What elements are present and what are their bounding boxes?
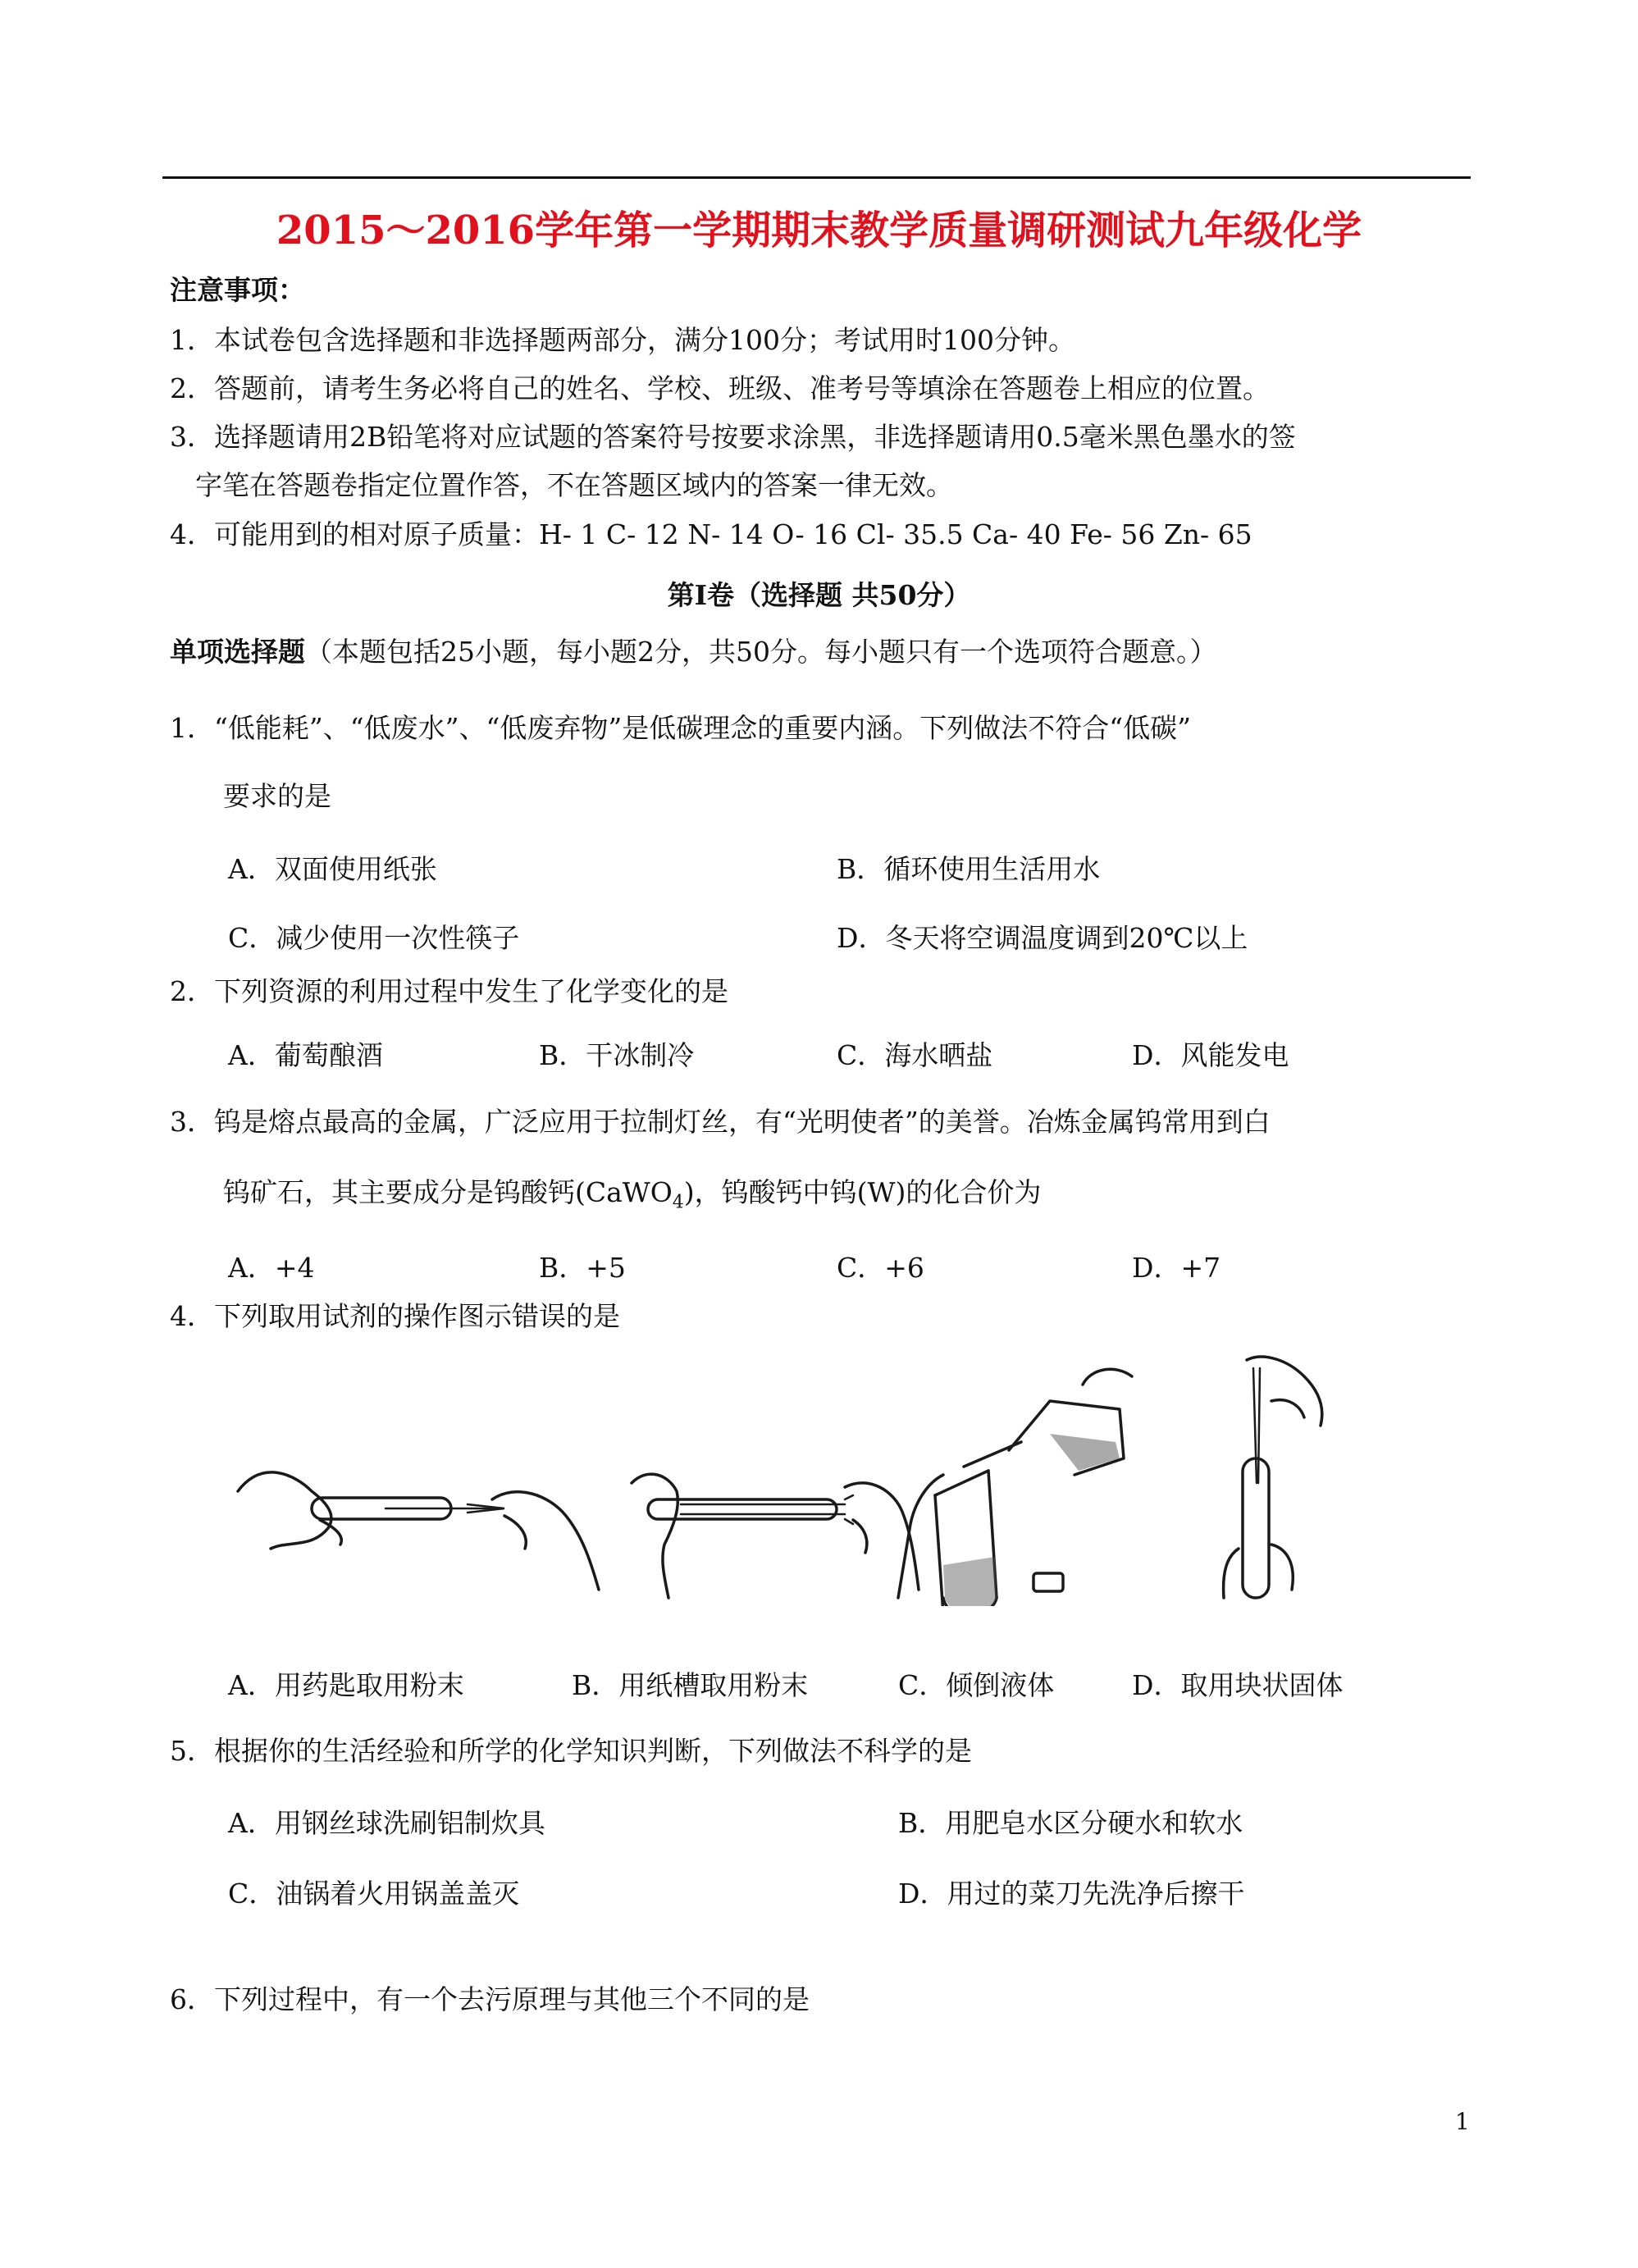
q3-text-after: )，钨酸钙中钨(W)的化合价为 bbox=[683, 1176, 1042, 1208]
q1-option-b: B．循环使用生活用水 bbox=[837, 853, 1101, 885]
q3-text-before: 钨矿石，其主要成分是钨酸钙(CaWO bbox=[223, 1176, 673, 1208]
q1-option-d: D．冬天将空调温度调到20℃以上 bbox=[837, 922, 1248, 954]
q5-option-c: C．油锅着火用锅盖盖灭 bbox=[228, 1878, 520, 1910]
question-1-stem: 1．“低能耗”、“低废水”、“低废弃物”是低碳理念的重要内涵。下列做法不符合“低碳” bbox=[170, 712, 1191, 744]
figure-b-paper-trough bbox=[632, 1474, 919, 1598]
section-instruction bbox=[170, 636, 1216, 669]
note-item: 4．可能用到的相对原子质量：H- 1 C- 12 N- 14 O- 16 Cl- 35.5 Ca- 40 Fe- 56 Zn- 65 bbox=[170, 518, 1252, 550]
question-3-stem-cont bbox=[223, 1176, 1041, 1220]
figure-a-spatula bbox=[238, 1472, 599, 1590]
exam-title: 2015～2016学年第一学期期末教学质量调研测试九年级化学 bbox=[276, 208, 1362, 253]
q5-option-b: B．用肥皂水区分硬水和软水 bbox=[898, 1807, 1243, 1839]
q3-subscript: 4 bbox=[672, 1192, 684, 1213]
q2-option-b: B．干冰制冷 bbox=[539, 1039, 695, 1071]
note-item: 2．答题前，请考生务必将自己的姓名、学校、班级、准考号等填涂在答题卷上相应的位置。 bbox=[170, 372, 1270, 404]
question-5-stem: 5．根据你的生活经验和所学的化学知识判断，下列做法不科学的是 bbox=[170, 1735, 972, 1767]
q2-option-d: D．风能发电 bbox=[1132, 1039, 1289, 1071]
figure-d-tweezers bbox=[1224, 1357, 1322, 1598]
question-4-stem: 4．下列取用试剂的操作图示错误的是 bbox=[170, 1300, 620, 1332]
section-title: 第Ⅰ卷（选择题 共50分） bbox=[667, 579, 971, 611]
q3-option-b: B．+5 bbox=[539, 1252, 626, 1284]
q3-option-d: D．+7 bbox=[1132, 1252, 1221, 1284]
q4-option-c: C．倾倒液体 bbox=[898, 1669, 1055, 1701]
q4-option-d: D．取用块状固体 bbox=[1132, 1669, 1344, 1701]
question-3-stem: 3．钨是熔点最高的金属，广泛应用于拉制灯丝，有“光明使者”的美誉。冶炼金属钨常用到白 bbox=[170, 1106, 1271, 1138]
note-item: 3．选择题请用2B铅笔将对应试题的答案符号按要求涂黑，非选择题请用0.5毫米黑色墨水的签 bbox=[170, 421, 1296, 453]
header-rule bbox=[162, 176, 1471, 179]
figure-c-pouring bbox=[898, 1369, 1132, 1606]
note-item: 字笔在答题卷指定位置作答，不在答题区域内的答案一律无效。 bbox=[195, 469, 953, 501]
q1-option-c: C．减少使用一次性筷子 bbox=[228, 922, 520, 954]
q4-option-b: B．用纸槽取用粉末 bbox=[572, 1669, 809, 1701]
instruction-text: （本题包括25小题，每小题2分，共50分。每小题只有一个选项符合题意。） bbox=[305, 636, 1217, 668]
q3-option-a: A．+4 bbox=[228, 1252, 315, 1284]
question-1-stem-cont: 要求的是 bbox=[223, 780, 331, 812]
q5-option-a: A．用钢丝球洗刷铝制炊具 bbox=[228, 1807, 545, 1839]
reagent-operation-figure bbox=[221, 1352, 1386, 1606]
q1-option-a: A．双面使用纸张 bbox=[228, 853, 437, 885]
q4-option-a: A．用药匙取用粉末 bbox=[228, 1669, 464, 1701]
question-2-stem: 2．下列资源的利用过程中发生了化学变化的是 bbox=[170, 975, 728, 1007]
q5-option-d: D．用过的菜刀先洗净后擦干 bbox=[898, 1878, 1245, 1910]
q3-option-c: C．+6 bbox=[837, 1252, 924, 1284]
page-number: 1 bbox=[1455, 2108, 1470, 2135]
notes-heading: 注意事项： bbox=[170, 274, 305, 306]
instruction-label: 单项选择题 bbox=[170, 636, 305, 668]
question-6-stem: 6．下列过程中，有一个去污原理与其他三个不同的是 bbox=[170, 1983, 810, 2015]
note-item: 1．本试卷包含选择题和非选择题两部分，满分100分；考试用时100分钟。 bbox=[170, 324, 1075, 356]
q2-option-a: A．葡萄酿酒 bbox=[228, 1039, 383, 1071]
q2-option-c: C．海水晒盐 bbox=[837, 1039, 993, 1071]
